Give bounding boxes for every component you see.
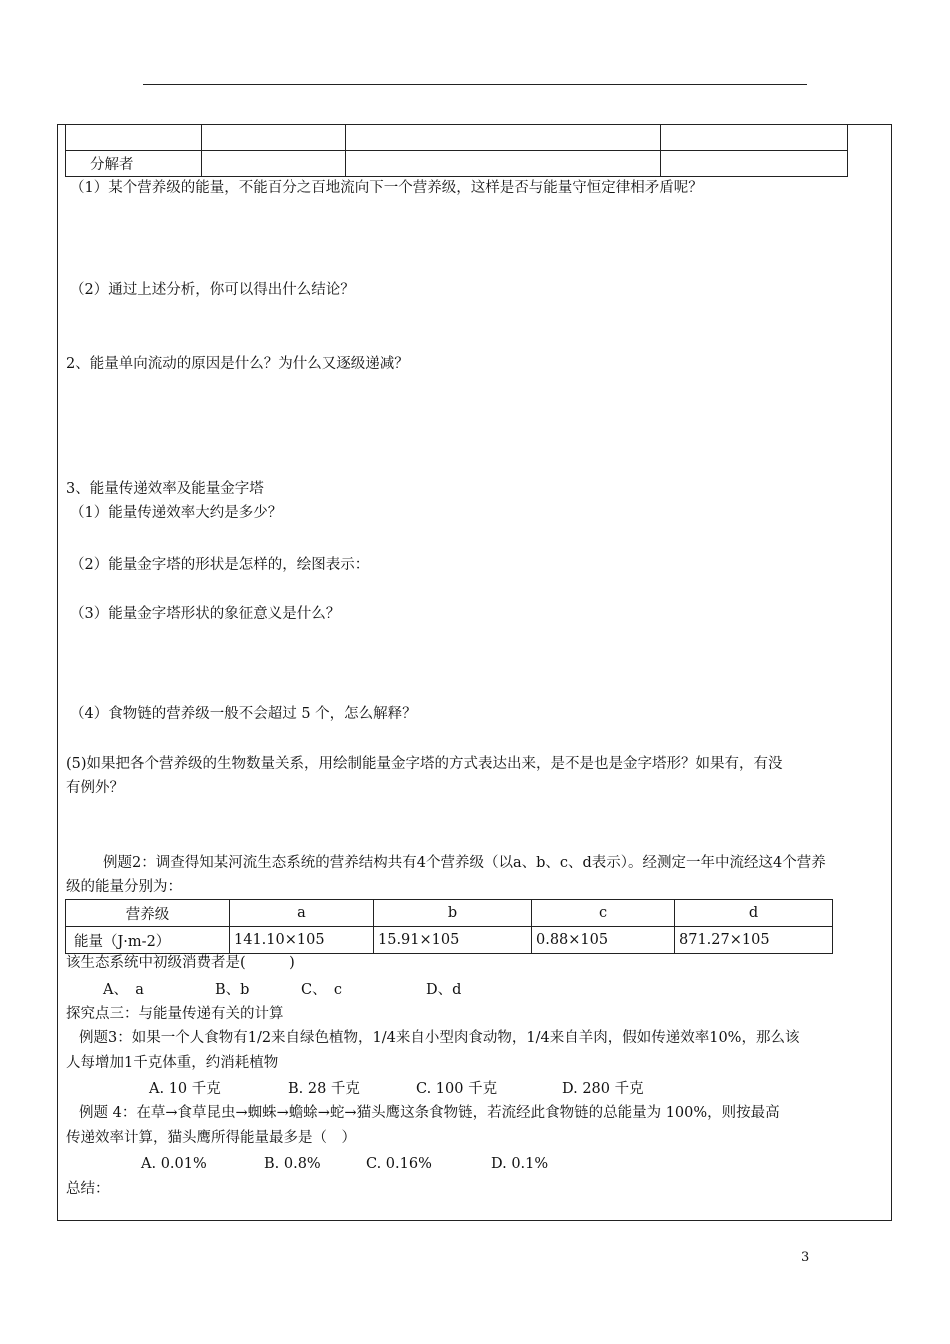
section-3-q5-line1: (5)如果把各个营养级的生物数量关系，用绘制能量金字塔的方式表达出来，是不是也是金字塔形？如果有，有没 [66,756,783,772]
section-3-q3: （3）能量金字塔形状的象征意义是什么？ [70,606,341,622]
example-2-question: 该生态系统中初级消费者是( ) [66,955,295,971]
section-3-q4: （4）食物链的营养级一般不会超过 5 个，怎么解释？ [70,706,417,722]
table-cell [202,125,346,151]
table-header-cell: d [675,900,833,927]
table-header-cell: a [230,900,374,927]
table-header-cell: c [532,900,675,927]
section-3-q5-line2: 有例外？ [66,780,124,796]
table-cell [661,125,848,151]
table-cell [346,125,661,151]
table-cell [346,151,661,177]
example-2-option-b: B、b [215,982,250,998]
example-2-option-c: C、 c [301,982,342,998]
example-3-line2: 人每增加1千克体重，约消耗植物 [66,1055,279,1071]
section-3-q1: （1）能量传递效率大约是多少？ [70,505,283,521]
example-2-option-a: A、 a [103,982,144,998]
section-2-heading: 2、能量单向流动的原因是什么？为什么又逐级递减？ [66,356,409,372]
example-3-option-b: B. 28 千克 [288,1081,360,1097]
section-3-q2: （2）能量金字塔的形状是怎样的，绘图表示： [70,557,370,573]
table-row [66,927,833,954]
energy-table [65,899,833,954]
example-2-line1: 例题2：调查得知某河流生态系统的营养结构共有4个营养级（以a、b、c、d表示）。经测定一年中流经这4个营养 [103,855,826,871]
example-4-option-a: A. 0.01% [141,1156,207,1172]
page-number: 3 [801,1250,810,1265]
table-cell: 141.10×105 [230,927,374,954]
section-3-explore-title: 探究点三：与能量传递有关的计算 [66,1006,284,1022]
table-cell [661,151,848,177]
question-2: （2）通过上述分析，你可以得出什么结论？ [70,282,355,298]
table-cell: 0.88×105 [532,927,675,954]
example-3-option-a: A. 10 千克 [149,1081,221,1097]
table-row [66,151,848,177]
table-cell-decomposer: 分解者 [66,151,202,177]
summary-label: 总结： [66,1181,110,1197]
table-cell: 15.91×105 [374,927,532,954]
table-cell [66,125,202,151]
example-2-line2: 级的能量分别为： [66,879,182,895]
table-header-cell: 营养级 [66,900,230,927]
example-4-option-d: D. 0.1% [491,1156,549,1172]
example-4-option-b: B. 0.8% [264,1156,321,1172]
question-1: （1）某个营养级的能量，不能百分之百地流向下一个营养级，这样是否与能量守恒定律相矛盾呢？ [70,180,703,196]
example-4-line1: 例题 4：在草→食草昆虫→蜘蛛→蟾蜍→蛇→猫头鹰这条食物链，若流经此食物链的总能量为 100%，则按最高 [79,1105,780,1121]
table-cell [202,151,346,177]
table-cell: 871.27×105 [675,927,833,954]
example-2-option-d: D、d [426,982,462,998]
example-3-option-c: C. 100 千克 [416,1081,498,1097]
table-cell: 能量（J·m-2） [66,927,230,954]
example-4-option-c: C. 0.16% [366,1156,432,1172]
table-header-cell: b [374,900,532,927]
header-rule [143,84,807,85]
example-3-option-d: D. 280 千克 [562,1081,644,1097]
ecosystem-components-table [65,124,848,177]
table-header-row [66,900,833,927]
table-row [66,125,848,151]
section-3-heading: 3、能量传递效率及能量金字塔 [66,481,264,497]
example-4-line2: 传递效率计算，猫头鹰所得能量最多是（ ） [66,1130,356,1146]
example-3-line1: 例题3：如果一个人食物有1/2来自绿色植物，1/4来自小型肉食动物，1/4来自羊肉，假如传递效率10%，那么该 [79,1030,800,1046]
